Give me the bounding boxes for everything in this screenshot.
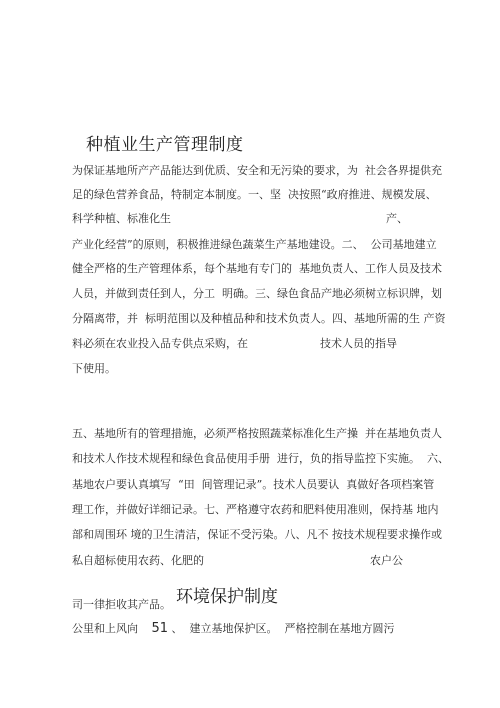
text-line: [72, 478, 434, 492]
text-segment: 和技术人作技术规程和绿色食品使用手册 进行，负的指导监控下实施。 六、: [72, 452, 449, 465]
text-segment: 足的绿色营养食品，特制定本制度。一、坚 决按照“政府推进、规模发展、: [72, 188, 437, 201]
text-line: [72, 312, 446, 326]
text-segment: 下使用。: [72, 362, 116, 375]
text-line: [72, 238, 437, 252]
text-segment: 人员，并做到责任到人，分工 明确。三、绿色食品产地必须树立标识牌，划: [72, 287, 442, 300]
number-51: 51: [151, 621, 169, 636]
text-segment: 、 建立基地保护区。 严格控制在基地方圆污: [171, 622, 395, 635]
text-line: [72, 503, 439, 517]
text-line: [72, 554, 204, 568]
text-line: [72, 164, 442, 178]
text-segment: 司一律拒收其产品。: [72, 598, 171, 611]
text-segment: 技术人员的指导: [320, 337, 397, 350]
text-line: [72, 212, 171, 226]
text-line: [370, 554, 403, 568]
text-segment: 科学种植、标准化生: [72, 212, 171, 225]
text-segment: 部和周围环 境的卫生清洁，保证不受污染。八、凡不 按技术规程要求操作或: [72, 528, 442, 541]
section-heading: 环境保护制度: [176, 587, 278, 607]
text-line: [320, 337, 397, 351]
text-line: [386, 212, 408, 226]
text-segment: 分隔离带，并 标明范围以及种植品种和技术负责人。四、基地所需的生 产资: [72, 312, 446, 325]
text-segment: 五、基地所有的管理措施，必须严格按照蔬菜标准化生产操 并在基地负责人: [72, 427, 442, 440]
text-line: [72, 362, 116, 376]
text-segment: 农户公: [370, 554, 403, 567]
text-segment: 产业化经营”的原则，积极推进绿色蔬菜生产基地建设。二、 公司基地建立: [72, 238, 437, 251]
text-segment: 私自超标使用农药、化肥的: [72, 554, 204, 567]
text-line: [72, 452, 449, 466]
text-segment: 理工作，并做好详细记录。七、严格遵守农药和肥料使用准则，保持基 地内: [72, 503, 439, 516]
text-segment: 料必须在农业投入品专供点采购，在: [72, 337, 248, 350]
text-segment: 公里和上风向: [72, 622, 138, 635]
text-segment: 为保证基地所产产品能达到优质、安全和无污染的要求，为 社会各界提供充: [72, 164, 442, 177]
text-line: [72, 427, 442, 441]
text-line: [72, 598, 171, 612]
text-segment: 基地农户要认真填写 “田 间管理记录”。技术人员要认 真做好各项档案管: [72, 478, 435, 491]
text-line: [72, 337, 248, 351]
text-line: [72, 622, 395, 636]
document-title: 种植业生产管理制度: [86, 135, 244, 155]
text-line: [72, 528, 442, 542]
text-line: [72, 287, 442, 301]
text-segment: 健全严格的生产管理体系，每个基地有专门的 基地负责人、工作人员及技术: [72, 262, 442, 275]
text-line: [72, 262, 442, 276]
section-heading-line: [176, 587, 278, 607]
text-segment: 产、: [386, 212, 408, 225]
text-line: [72, 188, 437, 202]
